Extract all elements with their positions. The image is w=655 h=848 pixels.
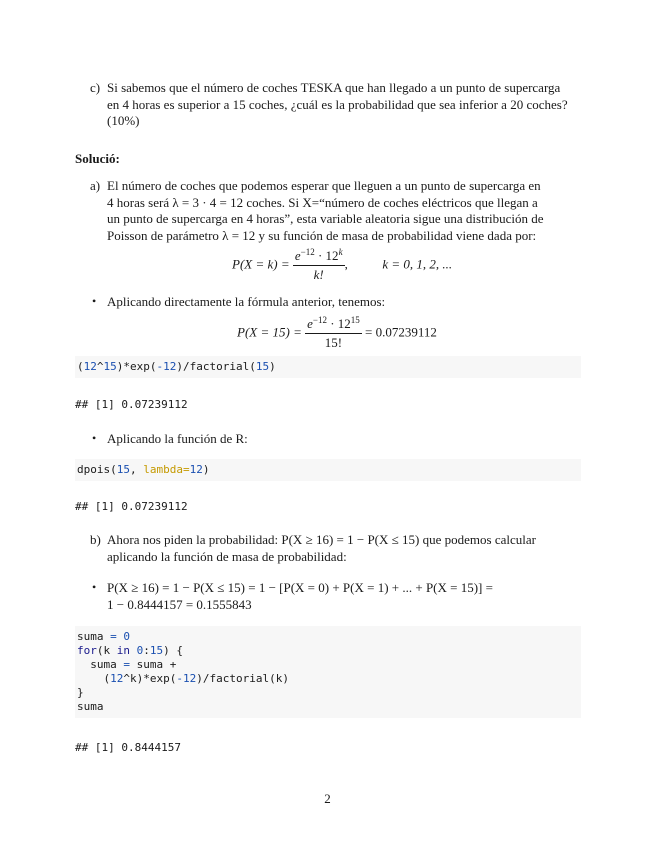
formula-denominator: k! <box>313 267 324 282</box>
formula-domain: k = 0, 1, 2, ... <box>382 256 453 272</box>
item-label: a) <box>90 178 101 193</box>
text-line: Poisson de parámetro λ = 12 y su función de masa de probabilidad viene dada por: <box>107 227 537 243</box>
answer-b-text <box>107 532 581 565</box>
code-output: ## [1] 0.07239112 <box>75 398 188 411</box>
formula-lhs: P(X = k) = <box>232 256 290 272</box>
bullet-icon: • <box>92 580 97 594</box>
item-label: c) <box>90 80 101 95</box>
code-block: dpois(15, lambda=12) <box>75 459 581 481</box>
bullet-text <box>107 580 581 613</box>
question-c <box>90 80 582 130</box>
bullet-item <box>90 580 582 614</box>
code-output: ## [1] 0.07239112 <box>75 500 188 513</box>
item-label: b) <box>90 532 101 547</box>
formula-numerator: $e^{-12} \cdot 12^k$ <box>293 248 345 266</box>
bullet-icon: • <box>92 294 97 308</box>
formula-fraction <box>293 248 345 283</box>
formula-result: = 0.07239112 <box>365 324 437 340</box>
page-number: 2 <box>324 791 331 806</box>
bullet-icon: • <box>92 431 97 445</box>
text-line: 1 − 0.8444157 = 0.1555843 <box>107 596 252 612</box>
text-line: Si sabemos que el número de coches TESKA que han llegado a un punto de supercarga <box>107 80 561 95</box>
question-c-text <box>107 80 581 130</box>
bullet-text: Aplicando directamente la fórmula anterior, tenemos: <box>107 294 386 309</box>
text-line: P(X ≥ 16) = 1 − P(X ≤ 15) = 1 − [P(X = 0) + P(X = 1) + ... + P(X = 15)] = <box>107 580 493 595</box>
answer-a <box>90 178 582 246</box>
text-line: un punto de supercarga en 4 horas”, esta variable aleatoria sigue una distribución de <box>107 211 544 226</box>
bullet-item <box>90 431 582 449</box>
text-line: en 4 horas es superior a 15 coches, ¿cuál es la probabilidad que sea inferior a 20 coches? <box>107 96 568 112</box>
answer-a-text <box>107 178 581 244</box>
poisson-pmf-formula: P(X = k) = $\frac{e^{-12} \cdot 12^k}{k!}$ , k = 0, 1, 2, ... <box>232 247 453 282</box>
answer-b <box>90 532 582 566</box>
text-line: 4 horas será λ = 3 · 4 = 12 coches. Si X=“número de coches eléctricos que llegan a <box>107 194 538 210</box>
formula-fraction <box>305 316 362 351</box>
text-line: Ahora nos piden la probabilidad: P(X ≥ 16) = 1 − P(X ≤ 15) que podemos calcular <box>107 532 536 547</box>
code-block: (12^15)*exp(-12)/factorial(15) <box>75 356 581 378</box>
poisson-15-formula <box>237 316 437 351</box>
text-line: (10%) <box>107 113 140 128</box>
formula-denominator: 15! <box>324 335 343 350</box>
text-line: El número de coches que podemos esperar que lleguen a un punto de supercarga en <box>107 178 541 193</box>
formula-numerator: $e^{-12} \cdot 12^{15}$ <box>305 316 362 334</box>
bullet-text: Aplicando la función de R: <box>107 431 248 446</box>
formula-lhs: P(X = 15) = <box>237 324 302 340</box>
code-block: suma = 0 for(k in 0:15) { suma = suma + (12^k)*exp(-12)/factorial(k) } suma <box>75 626 581 718</box>
solution-heading: Solució: <box>75 151 120 166</box>
text-line: aplicando la función de masa de probabilidad: <box>107 548 347 564</box>
bullet-item <box>90 294 582 312</box>
code-output: ## [1] 0.8444157 <box>75 741 181 754</box>
